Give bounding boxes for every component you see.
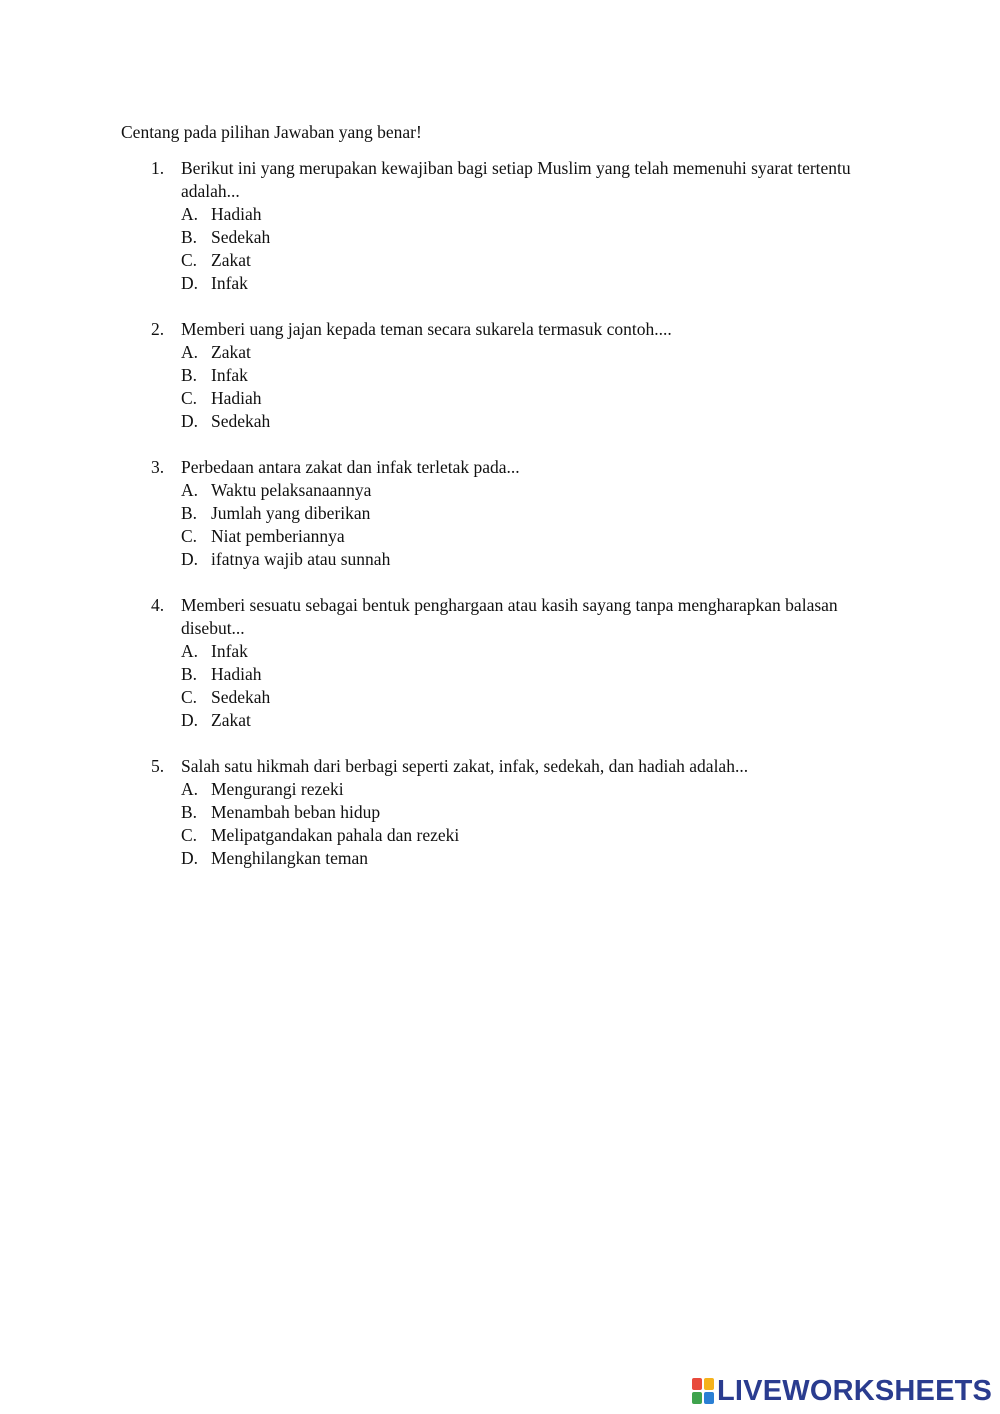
question-text: Salah satu hikmah dari berbagi seperti zakat, infak, sedekah, dan hadiah adalah... [181, 756, 749, 776]
option-a[interactable] [0, 341, 1000, 364]
option-a[interactable] [0, 640, 1000, 663]
option-letter: A. [181, 480, 199, 500]
question-4 [0, 594, 1000, 732]
option-text: Infak [211, 273, 248, 293]
logo-square-red [692, 1378, 702, 1390]
option-letter: C. [181, 526, 198, 546]
option-letter: C. [181, 388, 198, 408]
option-text: ifatnya wajib atau sunnah [211, 549, 391, 569]
option-letter: D. [181, 710, 199, 730]
option-c[interactable] [0, 824, 1000, 847]
option-d[interactable] [0, 548, 1000, 571]
option-c[interactable] [0, 387, 1000, 410]
instruction-text: Centang pada pilihan Jawaban yang benar! [121, 122, 422, 142]
option-letter: D. [181, 411, 199, 431]
question-text: Memberi uang jajan kepada teman secara sukarela termasuk contoh.... [181, 319, 672, 339]
question-text: Perbedaan antara zakat dan infak terletak pada... [181, 457, 520, 477]
option-text: Zakat [211, 250, 251, 270]
option-a[interactable] [0, 479, 1000, 502]
option-c[interactable] [0, 686, 1000, 709]
option-b[interactable] [0, 226, 1000, 249]
question-1 [0, 157, 1000, 295]
option-text: Hadiah [211, 388, 262, 408]
option-text: Melipatgandakan pahala dan rezeki [211, 825, 460, 845]
option-b[interactable] [0, 801, 1000, 824]
option-list [0, 203, 1000, 295]
option-letter: C. [181, 825, 198, 845]
liveworksheets-brand [692, 1374, 992, 1408]
option-text: Infak [211, 365, 248, 385]
option-b[interactable] [0, 502, 1000, 525]
option-letter: D. [181, 848, 199, 868]
option-c[interactable] [0, 525, 1000, 548]
option-letter: D. [181, 549, 199, 569]
option-letter: B. [181, 664, 198, 684]
option-d[interactable] [0, 410, 1000, 433]
option-b[interactable] [0, 364, 1000, 387]
option-a[interactable] [0, 778, 1000, 801]
option-text: Menambah beban hidup [211, 802, 381, 822]
question-text: Berikut ini yang merupakan kewajiban bagi setiap Muslim yang telah memenuhi syarat tertentu adalah... [181, 158, 851, 201]
option-d[interactable] [0, 847, 1000, 870]
option-letter: B. [181, 227, 198, 247]
option-text: Zakat [211, 342, 251, 362]
question-number: 2. [151, 319, 165, 339]
option-d[interactable] [0, 272, 1000, 295]
brand-wordmark: LIVEWORKSHEETS [717, 1375, 993, 1407]
option-text: Menghilangkan teman [211, 848, 368, 868]
option-text: Mengurangi rezeki [211, 779, 344, 799]
option-letter: C. [181, 687, 198, 707]
option-text: Waktu pelaksanaannya [211, 480, 372, 500]
option-text: Niat pemberiannya [211, 526, 345, 546]
question-number: 4. [151, 595, 165, 615]
logo-square-blue [704, 1392, 714, 1404]
liveworksheets-logo-icon [692, 1378, 714, 1404]
option-list [0, 778, 1000, 870]
option-d[interactable] [0, 709, 1000, 732]
option-c[interactable] [0, 249, 1000, 272]
option-letter: B. [181, 802, 198, 822]
option-letter: A. [181, 204, 199, 224]
option-list [0, 479, 1000, 571]
logo-square-green [692, 1392, 702, 1404]
option-letter: A. [181, 342, 199, 362]
question-number: 3. [151, 457, 165, 477]
question-3 [0, 456, 1000, 571]
option-text: Infak [211, 641, 248, 661]
option-letter: A. [181, 779, 199, 799]
question-list [0, 157, 1000, 893]
option-text: Sedekah [211, 227, 271, 247]
option-list [0, 341, 1000, 433]
option-letter: D. [181, 273, 199, 293]
option-text: Hadiah [211, 664, 262, 684]
option-letter: B. [181, 503, 198, 523]
option-letter: B. [181, 365, 198, 385]
option-letter: A. [181, 641, 199, 661]
option-text: Sedekah [211, 687, 271, 707]
option-text: Sedekah [211, 411, 271, 431]
logo-square-yellow [704, 1378, 714, 1390]
question-number: 1. [151, 158, 165, 178]
question-number: 5. [151, 756, 165, 776]
option-text: Hadiah [211, 204, 262, 224]
question-5 [0, 755, 1000, 870]
question-text: Memberi sesuatu sebagai bentuk penghargaan atau kasih sayang tanpa mengharapkan balasan disebut... [181, 595, 838, 638]
option-b[interactable] [0, 663, 1000, 686]
option-a[interactable] [0, 203, 1000, 226]
question-2 [0, 318, 1000, 433]
option-letter: C. [181, 250, 198, 270]
option-list [0, 640, 1000, 732]
option-text: Jumlah yang diberikan [211, 503, 371, 523]
option-text: Zakat [211, 710, 251, 730]
